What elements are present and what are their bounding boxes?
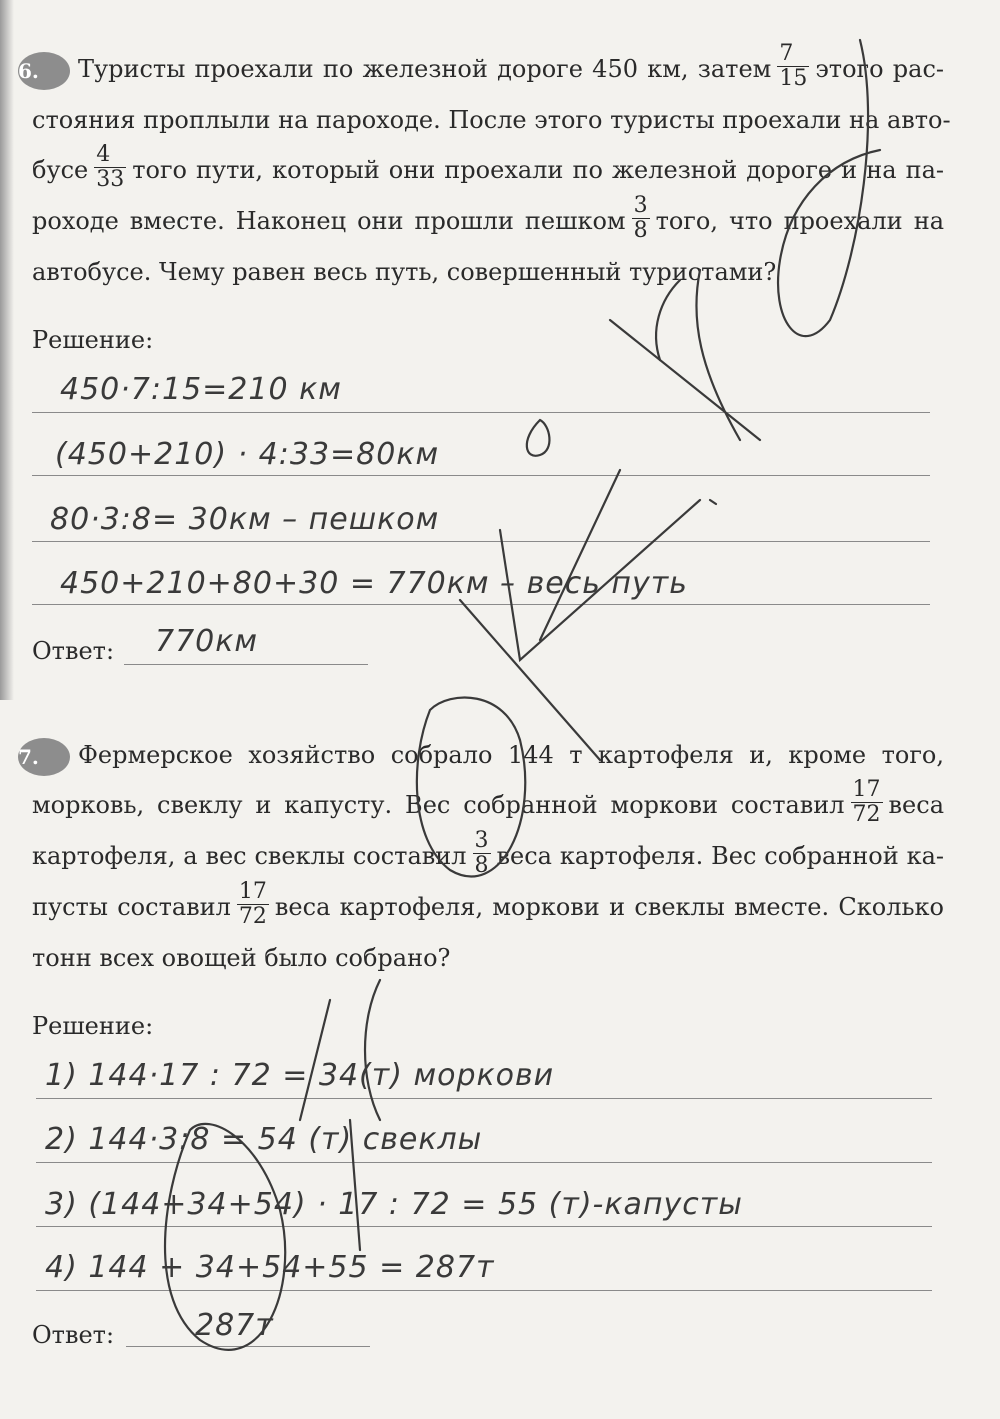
fraction-3-8: $\frac{3}{8}$ xyxy=(474,828,489,878)
problem-6-answer-value: 770км xyxy=(155,624,259,659)
answer-line xyxy=(32,541,930,542)
problem-6-answer-label: Ответ: xyxy=(32,637,115,665)
answer-underline xyxy=(126,1346,370,1347)
problem-6-line-1a: Туристы проехали по железной дороге 450 км, затем xyxy=(78,55,772,83)
fraction-3-8: $\frac{3}{8}$ xyxy=(633,193,648,243)
answer-line xyxy=(36,1162,932,1163)
problem-6-line-2: стояния проплыли на пароходе. После этого туристы проехали на авто- xyxy=(32,106,951,134)
answer-line xyxy=(32,475,930,476)
problem-7-work-line-1: 1) 144·17 : 72 = 34(т) моркови xyxy=(45,1058,555,1093)
problem-7-work-line-4: 4) 144 + 34+54+55 = 287т xyxy=(45,1250,495,1285)
fraction-17-72: $\frac{17}{72}$ xyxy=(852,777,881,827)
problem-7-number-badge: 7. xyxy=(18,738,70,776)
problem-6-work-line-3: 80·3:8= 30км – пешком xyxy=(50,502,440,537)
problem-7-line-4: пусты составил $\frac{17}{72}$ веса картофеля, моркови и свеклы вместе. Сколько xyxy=(32,879,944,929)
problem-6-line-4: роходе вместе. Наконец они прошли пешком $\frac{3}{8}$ того, что проехали на xyxy=(32,193,944,243)
problem-7-text xyxy=(18,730,944,983)
answer-line xyxy=(36,1098,932,1099)
problem-7-work-line-3: 3) (144+34+54) · 17 : 72 = 55 (т)-капусты xyxy=(45,1187,743,1222)
answer-line xyxy=(32,412,930,413)
fraction-7-15: $\frac{7}{15}$ xyxy=(779,41,808,91)
problem-6-line-1b: этого рас- xyxy=(815,55,945,83)
answer-underline xyxy=(124,664,368,665)
problem-6-work-line-2: (450+210) · 4:33=80км xyxy=(55,437,440,472)
problem-7-solution-label: Решение: xyxy=(32,1012,154,1040)
problem-6-line-1 xyxy=(18,41,945,95)
problem-7-answer-label: Ответ: xyxy=(32,1321,115,1349)
problem-6-work-line-1: 450·7:15=210 км xyxy=(60,372,342,407)
answer-line xyxy=(32,604,930,605)
problem-7-line-2: морковь, свеклу и капусту. Вес собранной моркови составил $\frac{17}{72}$ веса xyxy=(32,777,944,827)
problem-6-work-line-4: 450+210+80+30 = 770км – весь путь xyxy=(60,566,688,601)
problem-6-text xyxy=(18,41,951,297)
problem-6-solution-label: Решение: xyxy=(32,326,154,354)
problem-6-number-badge: 6. xyxy=(18,52,70,90)
problem-7-line-1: 7. Фермерское хозяйство собрало 144 т картофеля и, кроме того, xyxy=(32,730,944,780)
problem-6-line-5: автобусе. Чему равен весь путь, совершенный туристами? xyxy=(32,258,777,286)
answer-line xyxy=(36,1290,932,1291)
fraction-17-72: $\frac{17}{72}$ xyxy=(238,879,267,929)
fraction-4-33: $\frac{4}{33}$ xyxy=(96,142,125,192)
problem-7-line-5: тонн всех овощей было собрано? xyxy=(32,944,451,972)
page-edge-shadow xyxy=(0,0,14,700)
problem-7-work-line-2: 2) 144·3:8 = 54 (т) свеклы xyxy=(45,1122,483,1157)
problem-6-line-3: бусе $\frac{4}{33}$ того пути, который они проехали по железной дороге и на па- xyxy=(32,142,944,192)
problem-7-answer-value: 287т xyxy=(195,1308,274,1343)
problem-7-line-3: картофеля, а вес свеклы составил $\frac{3}{8}$ веса картофеля. Вес собранной ка- xyxy=(32,828,944,878)
answer-line xyxy=(36,1226,932,1227)
